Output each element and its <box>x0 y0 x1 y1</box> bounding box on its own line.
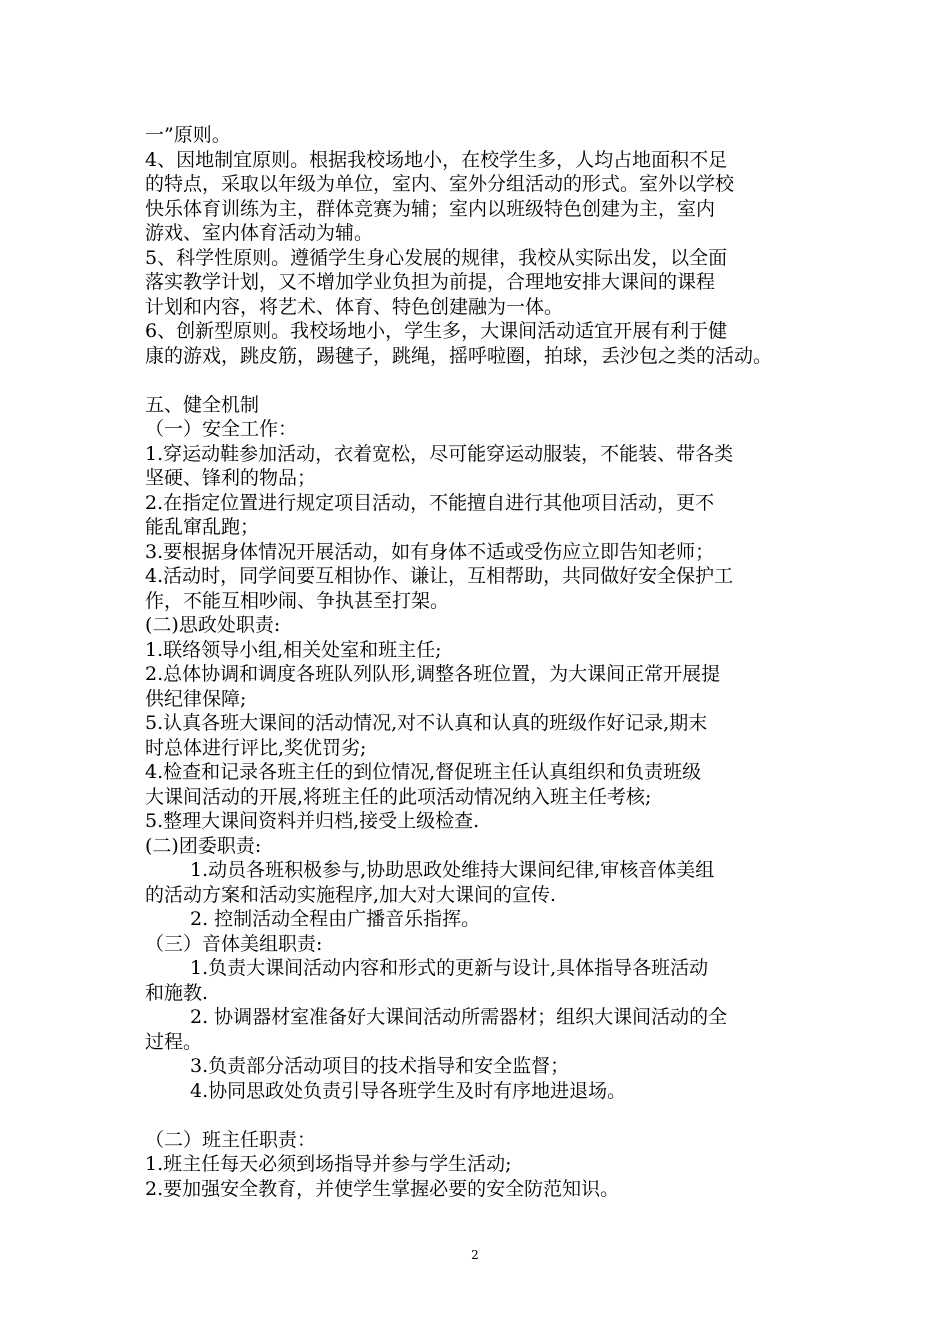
text-line: 过程。 <box>145 1030 203 1053</box>
text-line: 作，不能互相吵闹、争执甚至打架。 <box>145 589 450 612</box>
subsection-heading: (二)思政处职责: <box>145 614 281 636</box>
text-line: 2.在指定位置进行规定项目活动，不能擅自进行其他项目活动，更不 <box>145 491 715 514</box>
text-line: 供纪律保障; <box>145 687 247 710</box>
text-line: 2.总体协调和调度各班队列队形,调整各班位置，为大课间正常开展提 <box>145 663 721 685</box>
text-line: 4.活动时，同学间要互相协作、谦让，互相帮助，共同做好安全保护工 <box>145 565 734 587</box>
text-line: 快乐体育训练为主，群体竞赛为辅；室内以班级特色创建为主，室内 <box>145 197 716 220</box>
text-line: 5.认真各班大课间的活动情况,对不认真和认真的班级作好记录,期末 <box>145 712 708 734</box>
text-line: 的活动方案和活动实施程序,加大对大课间的宣传. <box>145 883 557 906</box>
text-line: 4.协同思政处负责引导各班学生及时有序地进退场。 <box>190 1079 627 1102</box>
text-line: 能乱窜乱跑； <box>145 516 260 538</box>
text-line: 3.要根据身体情况开展活动，如有身体不适或受伤应立即告知老师； <box>145 540 715 563</box>
text-line: 游戏、室内体育活动为辅。 <box>145 222 374 244</box>
text-line: 计划和内容，将艺术、体育、特色创建融为一体。 <box>145 295 564 318</box>
section-heading: 五、健全机制 <box>145 393 260 416</box>
text-line: 5.整理大课间资料并归档,接受上级检查. <box>145 810 480 832</box>
subsection-heading: （三）音体美组职责: <box>145 932 323 955</box>
text-line: 1.班主任每天必须到场指导并参与学生活动; <box>145 1153 512 1175</box>
subsection-heading: （二）班主任职责： <box>145 1128 317 1151</box>
text-line: 1.联络领导小组,相关处室和班主任; <box>145 638 442 661</box>
subsection-heading: (二)团委职责: <box>145 834 262 857</box>
text-line: 6、创新型原则。我校场地小，学生多，大课间活动适宜开展有利于健 <box>145 320 728 342</box>
text-line: 1.负责大课间活动内容和形式的更新与设计,具体指导各班活动 <box>190 957 709 979</box>
blank-line <box>145 1103 813 1128</box>
text-line: 2. 协调器材室准备好大课间活动所需器材；组织大课间活动的全 <box>190 1006 728 1028</box>
text-line: 2. 控制活动全程由广播音乐指挥。 <box>190 908 481 930</box>
text-line: 5、科学性原则。遵循学生身心发展的规律，我校从实际出发，以全面 <box>145 246 728 269</box>
text-line: 的特点，采取以年级为单位，室内、室外分组活动的形式。室外以学校 <box>145 173 735 195</box>
text-line: 康的游戏，跳皮筋，踢毽子，跳绳，摇呼啦圈，拍球，丢沙包之类的活动。 <box>145 344 773 367</box>
text-line: 一”原则。 <box>145 124 231 146</box>
blank-line <box>145 368 813 393</box>
text-line: 时总体进行评比,奖优罚劣; <box>145 736 367 759</box>
page-number: 2 <box>471 1248 479 1262</box>
text-line: 1.动员各班积极参与,协助思政处维持大课间纪律,审核音体美组 <box>190 859 715 881</box>
text-line: 落实教学计划，又不增加学业负担为前提，合理地安排大课间的课程 <box>145 271 716 293</box>
text-line: 1.穿运动鞋参加活动，衣着宽松，尽可能穿运动服装，不能装、带各类 <box>145 442 734 465</box>
text-line: 和施教. <box>145 981 209 1004</box>
text-line: 坚硬、锋利的物品； <box>145 467 317 489</box>
text-line: 3.负责部分活动项目的技术指导和安全监督； <box>190 1055 570 1077</box>
text-line: 4.检查和记录各班主任的到位情况,督促班主任认真组织和负责班级 <box>145 761 702 783</box>
document-body <box>145 123 813 1201</box>
subsection-heading: （一）安全工作： <box>145 418 298 440</box>
text-line: 大课间活动的开展,将班主任的此项活动情况纳入班主任考核; <box>145 785 652 808</box>
text-line: 2.要加强安全教育，并使学生掌握必要的安全防范知识。 <box>145 1177 620 1200</box>
text-line: 4、因地制宜原则。根据我校场地小，在校学生多，人均占地面积不足 <box>145 148 728 171</box>
